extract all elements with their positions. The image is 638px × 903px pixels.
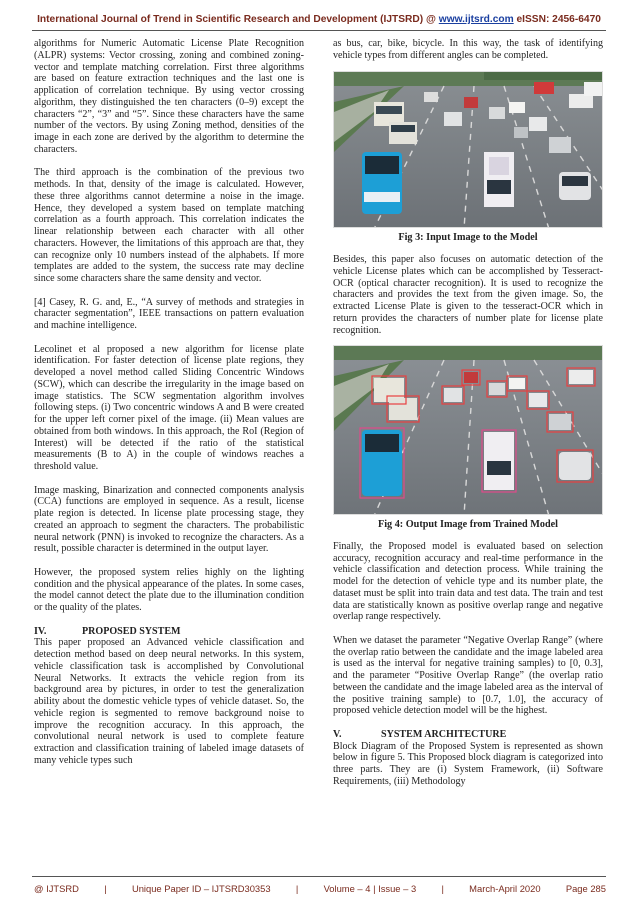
section-heading — [333, 729, 603, 741]
section-number: V. — [333, 728, 342, 740]
journal-name: International Journal of Trend in Scientific Research and Development (IJTSRD) @ — [37, 14, 439, 25]
footer-page: Page 285 — [565, 883, 606, 894]
paragraph: as bus, car, bike, bicycle. In this way, the task of identifying vehicle types from different angles can be completed. — [333, 38, 603, 61]
paragraph: Block Diagram of the Proposed System is represented as shown below in figure 5. This Proposed block diagram is categorized into three parts. They are (i) System Framework, (ii) Software Requirements, (iii) Methodology — [333, 740, 603, 787]
footer-paper-id: Unique Paper ID – IJTSRD30353 — [131, 883, 271, 894]
journal-url-link[interactable]: www.ijtsrd.com — [438, 14, 514, 25]
detection-photo — [334, 346, 603, 515]
section-title: PROPOSED SYSTEM — [82, 625, 181, 637]
paragraph: This paper proposed an Advanced vehicle classification and detection method based on deep neural networks. In this system, vehicle classification task is accomplished by Convolutional Neural Networks. It extracts the vehicle region from its background area by pictures, in order to test the generalization ability about the domestic vehicle types of vehicle dataset. So, the vehicle region is segmented to remove background noise to improve the recognition accuracy. In this approach, the convolutional neural network is used to complete feature extraction and classification training of labeled image datasets of many vehicle types such — [34, 637, 304, 766]
paragraph: Image masking, Binarization and connected components analysis (CCA) functions are employed in sequence. As a result, license plate region is detected. In license plate processing stage, they created an approach to segment the characters. The probabilistic neural network (PNN) is invoked to recognize the characters. As a result, possible character is determined in the output layer. — [34, 484, 304, 555]
right-column — [333, 38, 603, 788]
footer-separator: | — [104, 883, 107, 894]
journal-header — [0, 14, 638, 25]
highway-photo — [334, 72, 603, 228]
paragraph: When we dataset the parameter “Negative Overlap Range” (where the overlap ratio between the candidate and the image labeled area is used as the interval for negative training samples) to [0, 0.3], and the parameter “Positive Overlap Range” (the overlap ratio between the candidate and the image labeled area as the interval of the positive training sample) to [0.7, 1.0], the accuracy of proposed vehicle detection model will be the highest. — [333, 634, 603, 717]
page-footer — [34, 883, 606, 894]
footer-volume: Volume – 4 | Issue – 3 — [323, 883, 417, 894]
footer-rule — [32, 876, 606, 877]
reference-paragraph: [4] Casey, R. G. and, E., “A survey of methods and strategies in character segmentation”, IEEE transactions on pattern evaluation and machine intelligence. — [34, 296, 304, 331]
section-heading — [34, 626, 304, 638]
journal-issn: eISSN: 2456-6470 — [513, 14, 601, 25]
footer-separator: | — [441, 883, 444, 894]
figure-caption: Fig 4: Output Image from Trained Model — [378, 519, 558, 530]
paragraph: However, the proposed system relies highly on the lighting condition and the physical appearance of the plates. In some cases, the model cannot detect the plate due to the illumination condition or the quality of the plates. — [34, 566, 304, 613]
footer-date: March-April 2020 — [469, 883, 541, 894]
figure-caption: Fig 3: Input Image to the Model — [398, 232, 538, 244]
paragraph: Finally, the Proposed model is evaluated based on selection accuracy, recognition accuracy and real-time performance in the vehicle classification and detection process. While training the model for the detection of vehicle type and its number plate, the dataset must be split into train data and test data. The train and test data are statistically known as positive overlap range and negative overlap range respectively. — [333, 540, 603, 623]
paragraph: algorithms for Numeric Automatic License Plate Recognition (ALPR) systems: Vector crossing, zoning and combined zoning-vector and template matching correlation. First three algorithms are based on feature extraction techniques and the last one is application of correlation technique. By using vector crossing algorithm, they distinguished the ten characters (0–9) except the characters “2”, “3” and “5”. Since these characters have the same number of the vectors. By using Zoning method, densities of the image in each zone are derived by the algorithm to determine the characters. — [34, 38, 304, 155]
footer-org: @ IJTSRD — [34, 883, 79, 894]
section-title: SYSTEM ARCHITECTURE — [381, 728, 507, 740]
left-column — [34, 38, 304, 767]
footer-separator: | — [295, 883, 299, 894]
section-number: IV. — [34, 625, 47, 637]
header-rule — [32, 30, 606, 31]
paragraph: The third approach is the combination of the previous two methods. In that, density of the image is calculated. However, these three algorithms cannot determine a noise in the image. Hence, they developed a system based on template matching correlation as a fourth approach. This correlation indicates the linear relationship between each character with all other characters. However, the limitations of this approach are that, they can recognize only 10 numbers instead of the alphabets. If more templates are added to the system, the success rate may decline since some characters share the same density and vector. — [34, 167, 304, 284]
paragraph: Lecolinet et al proposed a new algorithm for license plate identification. For faster detection of license plate regions, they developed a novel method called Sliding Concentric Windows (SCW), which can describe the irregularity in the image based on image statistics. The SCW segmentation algorithm involves following steps. (i) Two concentric windows A and B were created for the upper left corner pixel of the image. (ii) Mean values are obtained from both windows. In this approach, the RoI (Region of Interest) will be detected if the ratio of the statistical measurements (B to A) in the couple of windows reaches a threshold value. — [34, 343, 304, 472]
figure-output-image — [333, 345, 603, 515]
figure-input-image — [333, 71, 603, 228]
paragraph: Besides, this paper also focuses on automatic detection of the vehicle License plates which can be accomplished by Tesseract-OCR (optical character recognition). It is used to recognize the characters and provides the text from the given image. So, the extracted License Plate is given to the tesseract-OCR which in return provides the characters of number plate for license plate recognition. — [333, 254, 603, 336]
